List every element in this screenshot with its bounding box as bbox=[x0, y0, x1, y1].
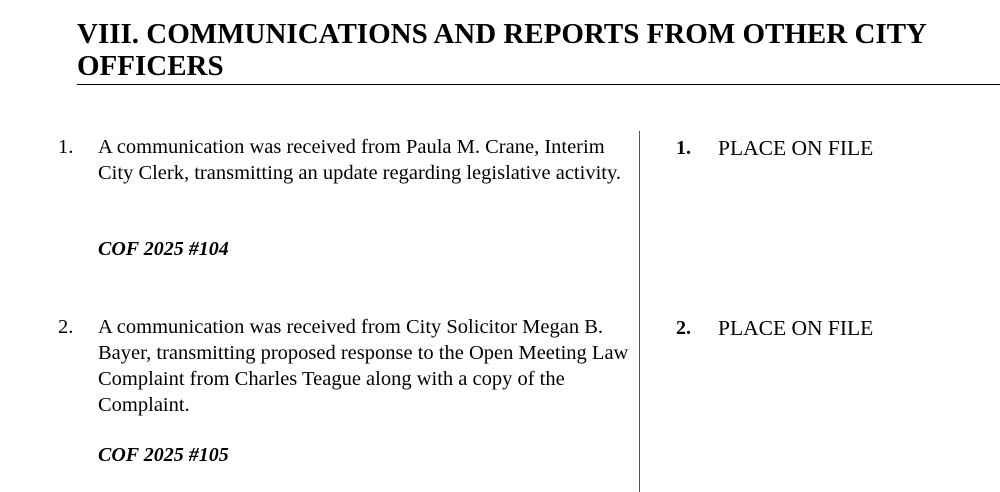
action-label: PLACE ON FILE bbox=[718, 316, 874, 340]
item-description: A communication was received from City Solicitor Megan B. Bayer, transmitting proposed response to the Open Meeting Law Complaint from Charles Teague along with a copy of the Complaint. bbox=[98, 316, 629, 416]
action-label: PLACE ON FILE bbox=[718, 136, 874, 160]
column-divider bbox=[639, 131, 640, 492]
section-heading: VIII. COMMUNICATIONS AND REPORTS FROM OTHER CITY OFFICERS bbox=[77, 18, 926, 82]
item-description: A communication was received from Paula M. Crane, Interim City Clerk, transmitting an update regarding legislative activity. bbox=[98, 136, 622, 184]
action-number: 2. bbox=[676, 317, 691, 339]
agenda-item-2 bbox=[58, 314, 633, 474]
item-reference: COF 2025 #104 bbox=[98, 238, 229, 260]
agenda-item-1 bbox=[58, 134, 633, 264]
item-number: 1. bbox=[58, 136, 74, 158]
item-number: 2. bbox=[58, 316, 74, 338]
heading-underline bbox=[77, 84, 1000, 85]
item-reference: COF 2025 #105 bbox=[98, 444, 229, 466]
action-number: 1. bbox=[676, 137, 691, 159]
